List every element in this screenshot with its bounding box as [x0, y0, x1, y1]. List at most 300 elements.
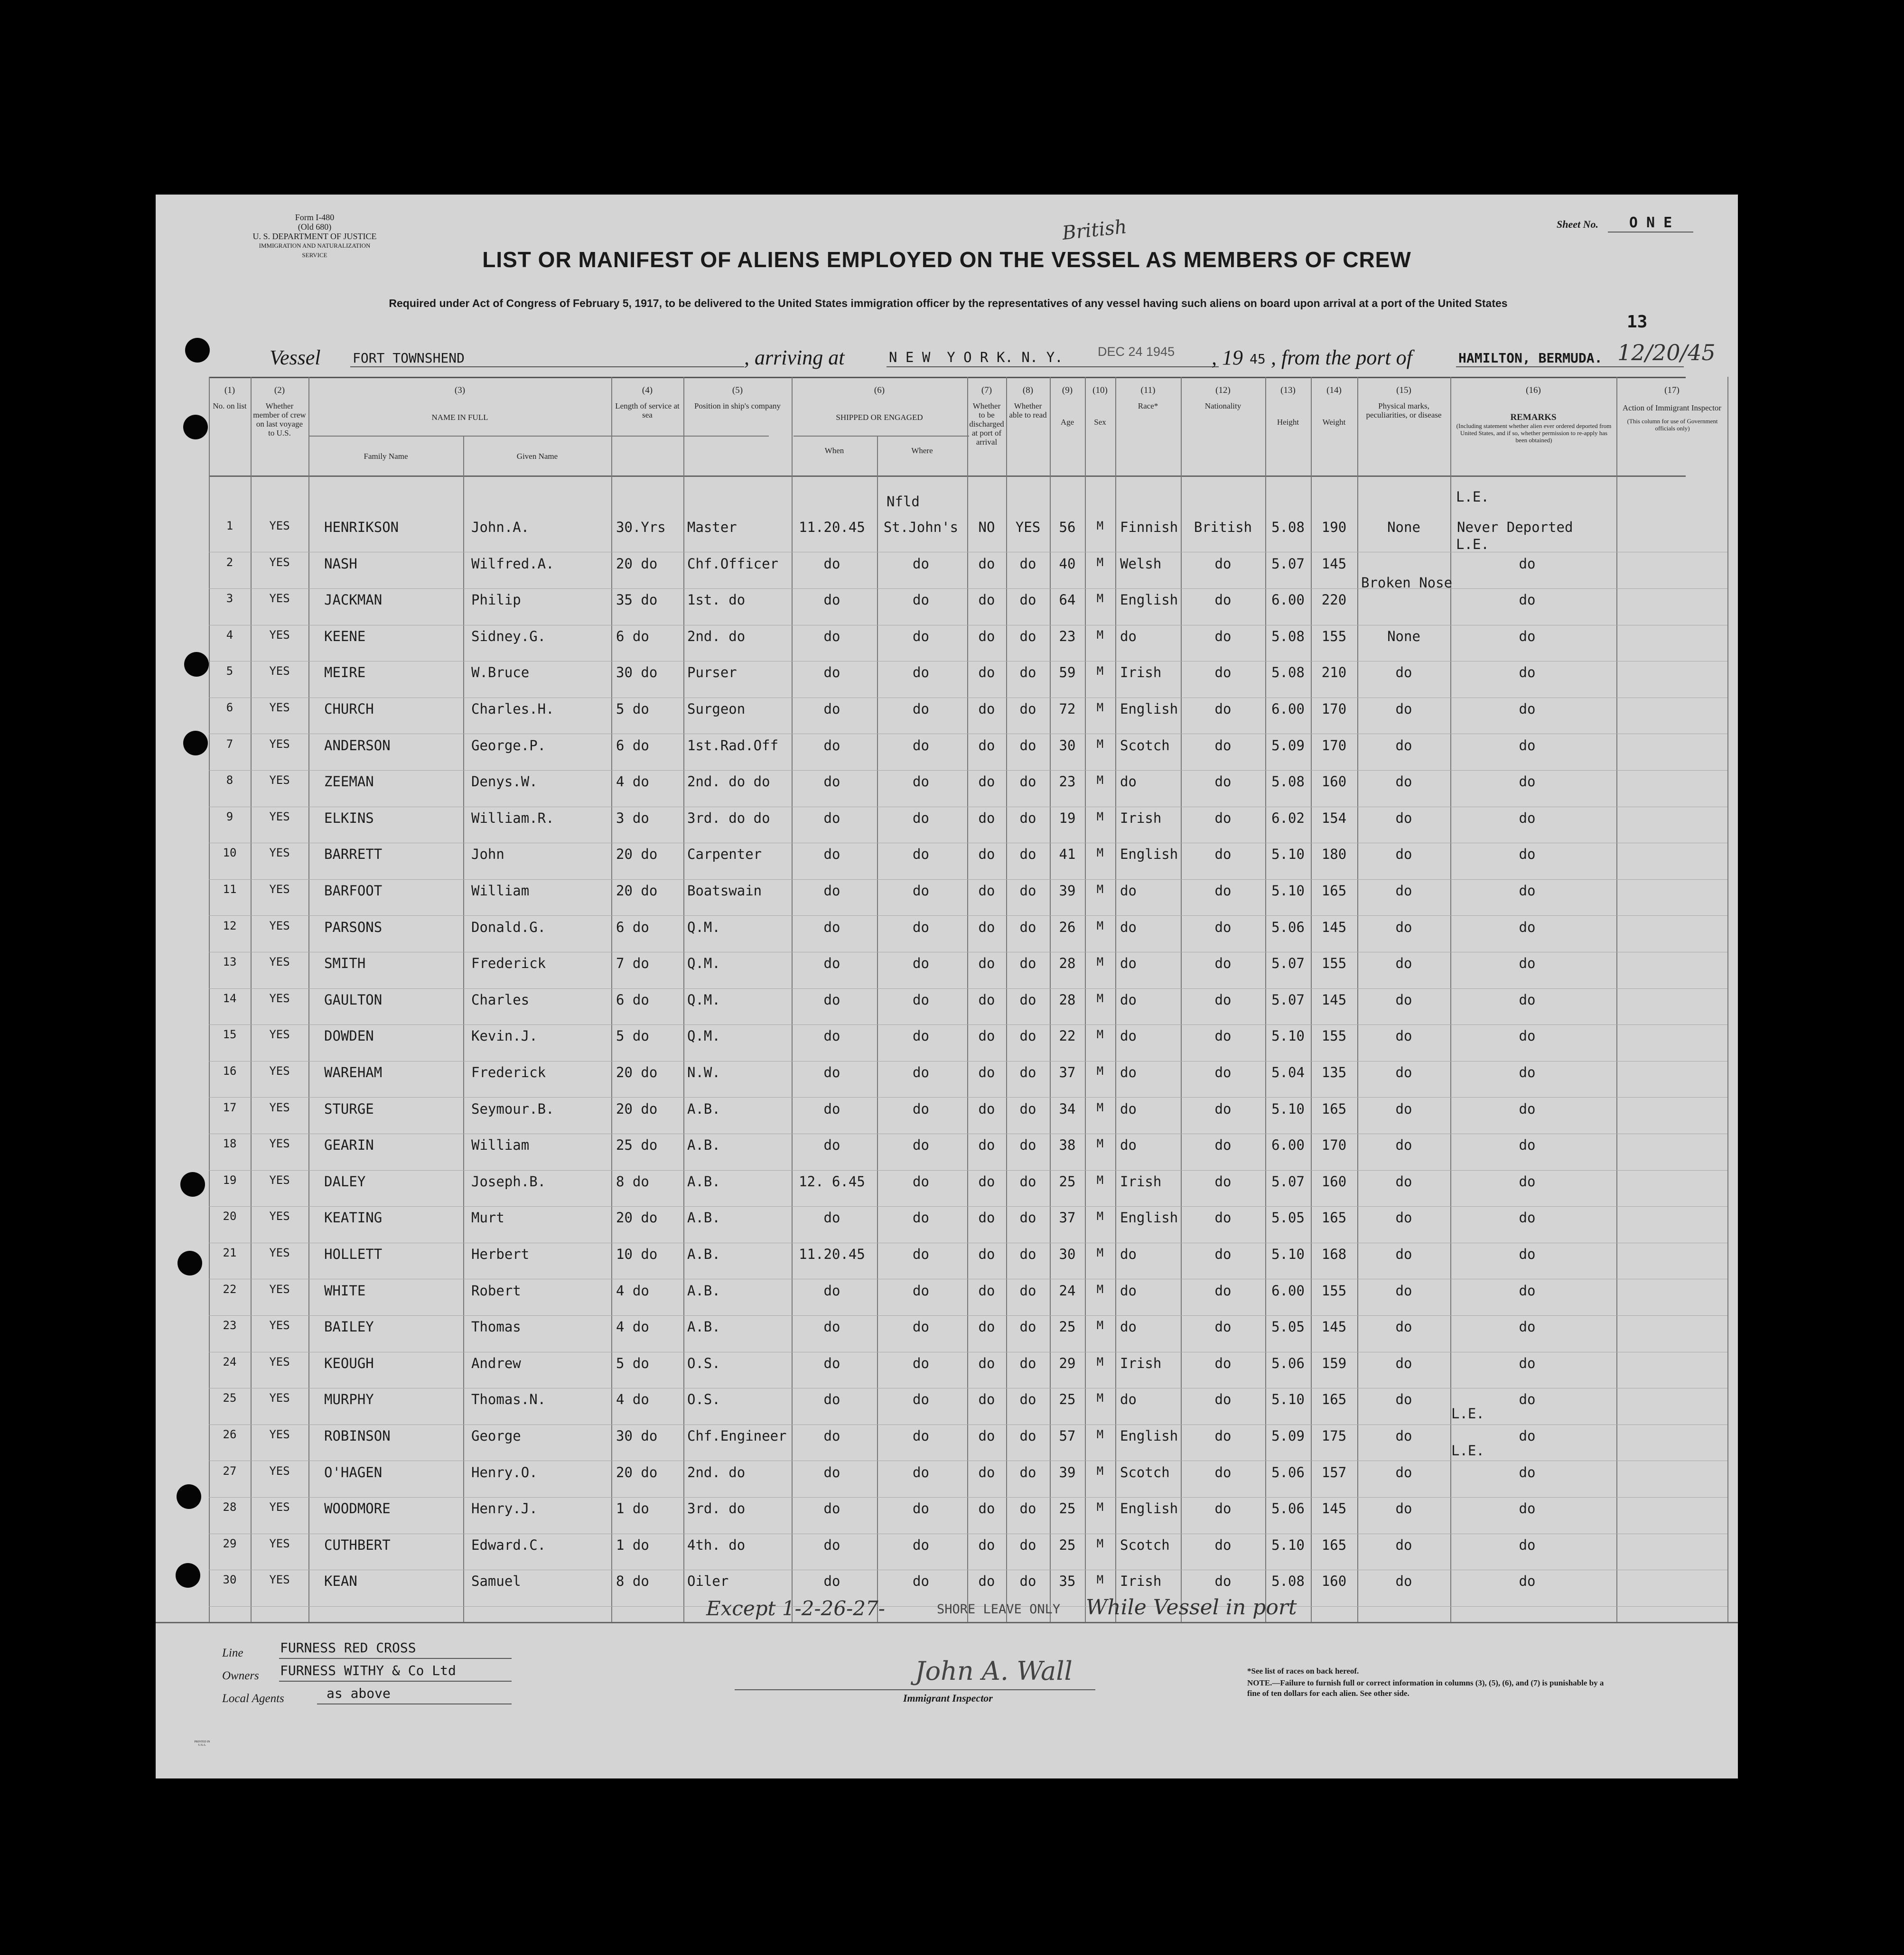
cell-read: do	[1019, 1210, 1036, 1226]
cell-family: SMITH	[324, 955, 366, 972]
department-name: U. S. DEPARTMENT OF JUSTICE	[252, 232, 377, 241]
cell-disch: do	[978, 1064, 995, 1080]
cell-when: do	[823, 1355, 840, 1371]
column-header: No. on list	[213, 401, 247, 410]
cell-given: George.P.	[471, 737, 546, 754]
cell-family: PARSONS	[324, 919, 383, 935]
arrival-port: N E W Y O R K. N. Y.	[889, 349, 1063, 365]
nfld-note: Nfld	[887, 493, 920, 510]
cell-height: 5.08	[1271, 519, 1305, 535]
cell-race: Finnish	[1120, 519, 1178, 535]
cell-age: 72	[1059, 701, 1076, 717]
cell-weight: 165	[1321, 1536, 1347, 1553]
cell-sex: M	[1096, 955, 1104, 969]
cell-read: do	[1019, 991, 1036, 1008]
cell-height: 5.06	[1271, 1355, 1305, 1371]
cell-race: English	[1120, 592, 1178, 608]
shore-leave-stamp: SHORE LEAVE ONLY	[937, 1602, 1061, 1617]
cell-member: YES	[269, 592, 290, 605]
cell-where: do	[913, 555, 929, 572]
cell-sex: M	[1096, 846, 1104, 860]
column-header: REMARKS	[1510, 412, 1557, 422]
vessel-name: FORT TOWNSHEND	[353, 350, 465, 366]
cell-no: 8	[226, 773, 233, 787]
header-bottom-border	[209, 475, 1686, 477]
cell-position: A.B.	[687, 1137, 720, 1154]
cell-sex: M	[1096, 1137, 1104, 1151]
cell-family: DALEY	[324, 1173, 366, 1190]
cell-member: YES	[269, 1319, 290, 1332]
cell-age: 41	[1059, 846, 1076, 863]
row-rule	[209, 1097, 1727, 1098]
cell-remarks: do	[1519, 592, 1536, 608]
cell-sex: M	[1096, 1246, 1104, 1259]
cell-phys: do	[1395, 1282, 1412, 1299]
cell-no: 20	[223, 1210, 237, 1223]
cell-no: 10	[223, 846, 237, 860]
cell-phys: do	[1395, 664, 1412, 681]
agents-value: as above	[327, 1685, 391, 1701]
cell-disch: do	[978, 919, 995, 935]
cell-sex: M	[1096, 664, 1104, 678]
cell-weight: 165	[1321, 1210, 1347, 1226]
cell-nat: do	[1214, 1391, 1232, 1408]
cell-member: YES	[269, 810, 290, 823]
form-number: Form I-480	[295, 213, 335, 222]
cell-service: 20 do	[616, 883, 658, 899]
col-line	[1450, 377, 1451, 1622]
cell-no: 14	[223, 991, 237, 1005]
cell-disch: do	[978, 1355, 995, 1371]
cell-no: 5	[226, 664, 233, 678]
cell-phys: None	[1387, 519, 1420, 535]
cell-sex: M	[1096, 737, 1104, 751]
cell-family: DOWDEN	[324, 1028, 374, 1044]
cell-when: 11.20.45	[799, 519, 865, 535]
column-number: (13)	[1280, 385, 1296, 395]
col-line	[308, 377, 309, 1622]
cell-race: Scotch	[1120, 737, 1170, 754]
cell-phys: do	[1395, 737, 1412, 754]
cell-position: Purser	[687, 664, 737, 681]
cell-where: do	[913, 955, 929, 972]
le-mark: L.E.	[1456, 536, 1489, 552]
given-name-header: Given Name	[516, 452, 558, 461]
cell-sex: M	[1096, 1100, 1104, 1114]
cell-position: Chf.Engineer	[687, 1428, 787, 1444]
cell-sex: M	[1096, 991, 1104, 1005]
col-line	[1115, 377, 1116, 1622]
cell-weight: 180	[1321, 846, 1347, 863]
cell-disch: do	[978, 846, 995, 863]
cell-where: do	[913, 1028, 929, 1044]
cell-family: GAULTON	[324, 991, 383, 1008]
cell-phys: do	[1395, 1355, 1412, 1371]
cell-height: 6.00	[1271, 1137, 1305, 1154]
column-number: (3)	[454, 385, 466, 395]
cell-service: 30 do	[616, 1428, 658, 1444]
cell-no: 26	[223, 1428, 237, 1441]
cell-when: do	[823, 1536, 840, 1553]
penalty-note: NOTE.—Failure to furnish full or correct information in columns (3), (5), (6), and (7) is punishable by a fine of ten dollars for each alien. See other side.	[1247, 1678, 1604, 1698]
cell-when: 11.20.45	[799, 1246, 865, 1262]
cell-when: do	[823, 555, 840, 572]
cell-member: YES	[269, 628, 290, 642]
cell-race: do	[1120, 773, 1137, 790]
from-port-label: , from the port of	[1271, 346, 1412, 369]
cell-no: 21	[223, 1246, 237, 1259]
column-header: Length of service at sea	[615, 401, 680, 419]
cell-race: Scotch	[1120, 1536, 1170, 1553]
line-label: Line	[222, 1647, 243, 1659]
cell-position: A.B.	[687, 1100, 720, 1117]
cell-weight: 160	[1321, 1573, 1347, 1590]
cell-when: do	[823, 810, 840, 826]
cell-age: 30	[1059, 1246, 1076, 1262]
column-number: (9)	[1062, 385, 1073, 395]
page-number: 13	[1627, 312, 1648, 332]
cell-position: Chf.Officer	[687, 555, 779, 572]
cell-position: 2nd. do	[687, 1464, 746, 1480]
cell-phys: Broken Nose	[1361, 575, 1453, 591]
cell-race: do	[1120, 919, 1137, 935]
cell-weight: 170	[1321, 1137, 1347, 1154]
cell-height: 5.07	[1271, 991, 1305, 1008]
cell-no: 30	[223, 1573, 237, 1587]
column-header: Age	[1060, 418, 1074, 427]
column-header: Action of Immigrant Inspector	[1622, 403, 1722, 412]
departure-port-underline	[1456, 366, 1684, 367]
cell-member: YES	[269, 1282, 290, 1296]
cell-nat: do	[1214, 846, 1232, 863]
cell-phys: do	[1395, 846, 1412, 863]
column-number: (11)	[1140, 385, 1156, 395]
cell-nat: do	[1214, 955, 1232, 972]
cell-sex: M	[1096, 1028, 1104, 1042]
cell-where: do	[913, 1173, 929, 1190]
cell-nat: do	[1214, 883, 1232, 899]
cell-read: do	[1019, 1282, 1036, 1299]
column-number: (16)	[1526, 385, 1541, 395]
cell-when: do	[823, 773, 840, 790]
cell-age: 24	[1059, 1282, 1076, 1299]
cell-where: do	[913, 1391, 929, 1408]
cell-position: 4th. do	[687, 1536, 746, 1553]
cell-race: Welsh	[1120, 555, 1162, 572]
cell-read: do	[1019, 592, 1036, 608]
cell-family: KEATING	[324, 1210, 383, 1226]
cell-remarks: do	[1519, 701, 1536, 717]
cell-race: do	[1120, 883, 1137, 899]
cell-member: YES	[269, 846, 290, 860]
cell-member: YES	[269, 1246, 290, 1259]
cell-service: 20 do	[616, 1210, 658, 1226]
cell-height: 5.06	[1271, 1464, 1305, 1480]
cell-where: do	[913, 1536, 929, 1553]
cell-where: do	[913, 1282, 929, 1299]
row-rule	[209, 1206, 1727, 1207]
cell-given: Henry.J.	[471, 1500, 538, 1517]
cell-remarks: do	[1519, 1173, 1536, 1190]
cell-when: do	[823, 628, 840, 644]
cell-weight: 145	[1321, 1319, 1347, 1335]
cell-age: 38	[1059, 1137, 1076, 1154]
col-line	[463, 436, 464, 1622]
cell-phys: None	[1387, 628, 1420, 644]
cell-sex: M	[1096, 810, 1104, 823]
vessel-name-underline	[350, 366, 744, 367]
cell-weight: 220	[1321, 592, 1347, 608]
cell-member: YES	[269, 1500, 290, 1514]
cell-remarks: do	[1519, 1464, 1536, 1480]
cell-race: do	[1120, 955, 1137, 972]
owners-value: FURNESS WITHY & Co Ltd	[280, 1663, 456, 1678]
cell-member: YES	[269, 519, 290, 532]
cell-weight: 190	[1321, 519, 1347, 535]
cell-member: YES	[269, 1028, 290, 1042]
cell-disch: do	[978, 1536, 995, 1553]
cell-family: GEARIN	[324, 1137, 374, 1154]
cell-service: 5 do	[616, 1028, 649, 1044]
cell-read: do	[1019, 955, 1036, 972]
cell-disch: do	[978, 773, 995, 790]
cell-height: 5.09	[1271, 1428, 1305, 1444]
cell-disch: do	[978, 955, 995, 972]
cell-height: 5.09	[1271, 737, 1305, 754]
row-rule	[209, 915, 1727, 916]
cell-nat: do	[1214, 1064, 1232, 1080]
cell-nat: do	[1214, 664, 1232, 681]
cell-disch: do	[978, 628, 995, 644]
cell-height: 6.00	[1271, 592, 1305, 608]
cell-remarks: do	[1519, 1573, 1536, 1590]
cell-remarks: do	[1519, 846, 1536, 863]
cell-service: 20 do	[616, 1100, 658, 1117]
cell-service: 20 do	[616, 555, 658, 572]
cell-no: 23	[223, 1319, 237, 1332]
cell-read: do	[1019, 555, 1036, 572]
cell-where: do	[913, 1246, 929, 1262]
cell-remarks: do	[1519, 1500, 1536, 1517]
cell-family: WOODMORE	[324, 1500, 391, 1517]
column-number: (10)	[1092, 385, 1108, 395]
cell-no: 3	[226, 592, 233, 605]
cell-sex: M	[1096, 592, 1104, 605]
cell-service: 30.Yrs	[616, 519, 666, 535]
cell-where: do	[913, 1137, 929, 1154]
cell-where: do	[913, 1428, 929, 1444]
column-number: (1)	[224, 385, 235, 395]
cell-height: 5.08	[1271, 1573, 1305, 1590]
cell-height: 5.10	[1271, 883, 1305, 899]
cell-position: Boatswain	[687, 883, 762, 899]
cell-family: NASH	[324, 555, 357, 572]
cell-position: Q.M.	[687, 991, 720, 1008]
printer-mark: PRINTED IN U.S.A.	[194, 1741, 210, 1747]
cell-sex: M	[1096, 1464, 1104, 1478]
column-number: (14)	[1326, 385, 1342, 395]
agents-label: Local Agents	[222, 1692, 284, 1705]
cell-age: 64	[1059, 592, 1076, 608]
cell-position: A.B.	[687, 1282, 720, 1299]
cell-family: ZEEMAN	[324, 773, 374, 790]
cell-read: do	[1019, 1464, 1036, 1480]
cell-height: 5.05	[1271, 1319, 1305, 1335]
except-note: Except 1-2-26-27-	[706, 1597, 885, 1620]
row-rule	[209, 770, 1727, 771]
cell-when: do	[823, 1464, 840, 1480]
cell-position: A.B.	[687, 1319, 720, 1335]
form-title	[156, 247, 1738, 272]
cell-remarks: do	[1519, 1319, 1536, 1335]
cell-read: do	[1019, 1319, 1036, 1335]
row-rule	[209, 1315, 1727, 1316]
cell-sex: M	[1096, 1536, 1104, 1550]
cell-phys: do	[1395, 773, 1412, 790]
cell-given: Sidney.G.	[471, 628, 546, 644]
cell-family: ELKINS	[324, 810, 374, 826]
cell-disch: do	[978, 701, 995, 717]
cell-weight: 155	[1321, 1282, 1347, 1299]
action-note: (This column for use of Government officials only)	[1627, 418, 1718, 432]
cell-disch: do	[978, 810, 995, 826]
cell-nat: do	[1214, 810, 1232, 826]
owners-underline	[279, 1681, 512, 1682]
cell-phys: do	[1395, 1137, 1412, 1154]
cell-height: 5.08	[1271, 628, 1305, 644]
cell-nat: do	[1214, 1464, 1232, 1480]
cell-service: 4 do	[616, 1391, 649, 1408]
cell-age: 23	[1059, 628, 1076, 644]
cell-service: 8 do	[616, 1573, 649, 1590]
cell-where: do	[913, 810, 929, 826]
cell-phys: do	[1395, 1573, 1412, 1590]
cell-where: do	[913, 1355, 929, 1371]
service-name: IMMIGRATION AND NATURALIZATION SERVICE	[259, 242, 371, 259]
cell-remarks: do	[1519, 1355, 1536, 1371]
cell-race: Irish	[1120, 1573, 1162, 1590]
cell-given: Frederick	[471, 955, 546, 972]
cell-race: English	[1120, 1500, 1178, 1517]
cell-disch: do	[978, 1100, 995, 1117]
cell-member: YES	[269, 737, 290, 751]
arrival-port-underline	[887, 366, 1219, 367]
cell-race: do	[1120, 1028, 1137, 1044]
cell-age: 37	[1059, 1210, 1076, 1226]
row-rule	[209, 1024, 1727, 1025]
cell-sex: M	[1096, 1064, 1104, 1078]
row-rule	[209, 879, 1727, 880]
cell-given: Samuel	[471, 1573, 521, 1590]
cell-read: do	[1019, 1137, 1036, 1154]
cell-race: do	[1120, 991, 1137, 1008]
cell-remarks: do	[1519, 1536, 1536, 1553]
cell-no: 7	[226, 737, 233, 751]
cell-when: do	[823, 883, 840, 899]
cell-when: do	[823, 846, 840, 863]
cell-nat: do	[1214, 1137, 1232, 1154]
cell-family: BARFOOT	[324, 883, 383, 899]
cell-phys: do	[1395, 1500, 1412, 1517]
cell-height: 5.10	[1271, 1246, 1305, 1262]
cell-weight: 145	[1321, 919, 1347, 935]
cell-age: 59	[1059, 664, 1076, 681]
cell-nat: do	[1214, 555, 1232, 572]
cell-given: Charles.H.	[471, 701, 554, 717]
cell-weight: 165	[1321, 883, 1347, 899]
cell-race: Scotch	[1120, 1464, 1170, 1480]
cell-age: 26	[1059, 919, 1076, 935]
cell-remarks: do	[1519, 628, 1536, 644]
cell-given: Thomas	[471, 1319, 521, 1335]
cell-race: Irish	[1120, 664, 1162, 681]
row-rule	[209, 1424, 1727, 1425]
cell-position: 1st. do	[687, 592, 746, 608]
cell-race: do	[1120, 628, 1137, 644]
cell-phys: do	[1395, 883, 1412, 899]
column-number: (4)	[642, 385, 653, 395]
cell-sex: M	[1096, 1573, 1104, 1587]
cell-where: do	[913, 991, 929, 1008]
cell-family: ANDERSON	[324, 737, 391, 754]
cell-race: do	[1120, 1064, 1137, 1080]
cell-weight: 159	[1321, 1355, 1347, 1371]
cell-when: do	[823, 1028, 840, 1044]
cell-age: 28	[1059, 991, 1076, 1008]
cell-family: HOLLETT	[324, 1246, 383, 1262]
cell-read: do	[1019, 737, 1036, 754]
cell-weight: 145	[1321, 1500, 1347, 1517]
cell-race: do	[1120, 1137, 1137, 1154]
cell-height: 5.07	[1271, 1173, 1305, 1190]
cell-given: Henry.O.	[471, 1464, 538, 1480]
cell-remarks: do	[1519, 555, 1536, 572]
cell-read: do	[1019, 1246, 1036, 1262]
cell-phys: do	[1395, 1391, 1412, 1408]
cell-phys: do	[1395, 1173, 1412, 1190]
cell-remarks: do	[1519, 1137, 1536, 1154]
cell-where: do	[913, 1573, 929, 1590]
cell-remarks: do	[1519, 883, 1536, 899]
cell-race: do	[1120, 1246, 1137, 1262]
cell-read: do	[1019, 1355, 1036, 1371]
year-prefix: , 19	[1212, 346, 1243, 369]
manifest-sheet	[156, 195, 1738, 1778]
cell-member: YES	[269, 883, 290, 896]
cell-given: John	[471, 846, 504, 863]
cell-age: 19	[1059, 810, 1076, 826]
cell-weight: 145	[1321, 555, 1347, 572]
cell-no: 25	[223, 1391, 237, 1405]
cell-when: do	[823, 1064, 840, 1080]
cell-phys: do	[1395, 1028, 1412, 1044]
cell-position: Master	[687, 519, 737, 535]
cell-given: Kevin.J.	[471, 1028, 538, 1044]
cell-nat: do	[1214, 628, 1232, 644]
cell-read: do	[1019, 701, 1036, 717]
cell-height: 5.07	[1271, 555, 1305, 572]
cell-weight: 170	[1321, 737, 1347, 754]
cell-read: do	[1019, 773, 1036, 790]
cell-given: Charles	[471, 991, 530, 1008]
cell-position: Q.M.	[687, 919, 720, 935]
cell-remarks: do	[1519, 1064, 1536, 1080]
cell-when: do	[823, 664, 840, 681]
cell-position: O.S.	[687, 1355, 720, 1371]
cell-family: WHITE	[324, 1282, 366, 1299]
cell-race: English	[1120, 701, 1178, 717]
cell-no: 12	[223, 919, 237, 932]
